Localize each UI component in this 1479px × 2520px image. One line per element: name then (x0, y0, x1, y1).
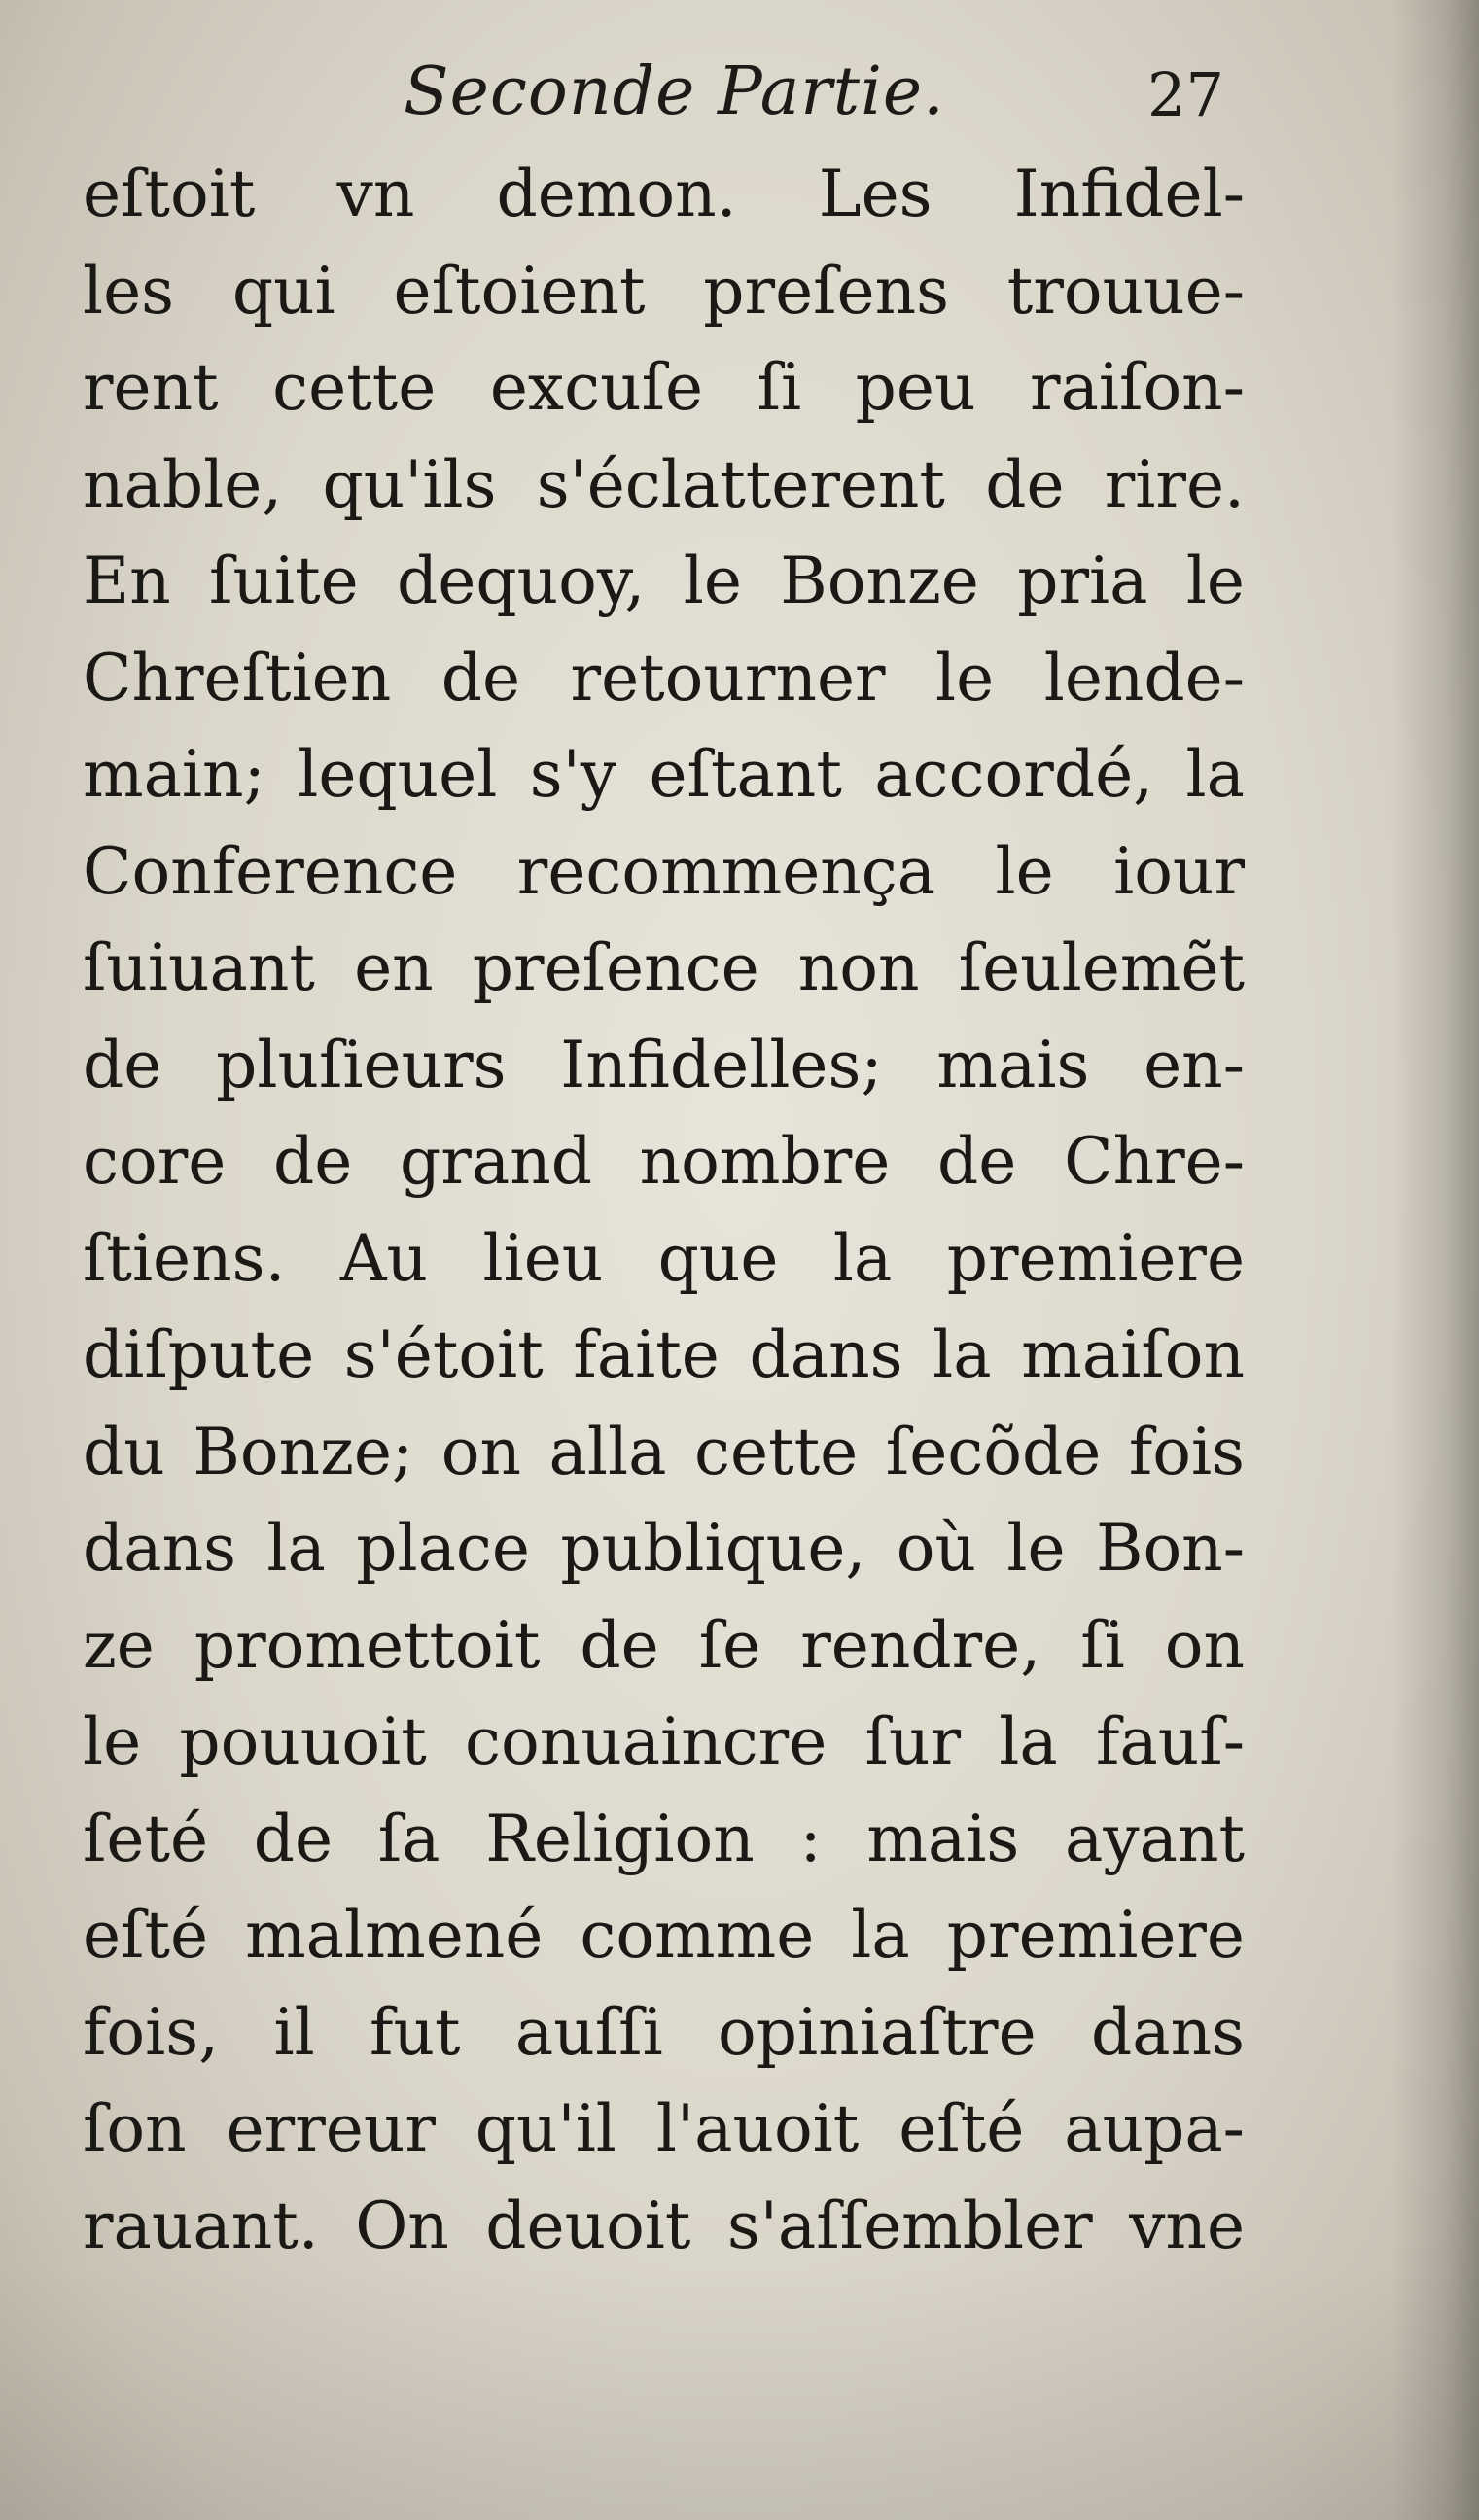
body-text (83, 146, 1245, 2274)
text-line: nable, qu'ils s'éclatterent de rire. (83, 446, 1245, 522)
page-number: 27 (1147, 59, 1224, 130)
text-line: le pouuoit conuaincre ſur la fauſ- (83, 1704, 1245, 1779)
text-line: Chreſtien de retourner le lende- (83, 640, 1245, 716)
text-line: les qui eſtoient preſens trouue- (83, 253, 1245, 329)
page-edge-shadow (1391, 0, 1479, 2520)
text-line: diſpute s'étoit faite dans la maiſon (83, 1317, 1245, 1392)
text-line: de pluſieurs Infidelles; mais en- (83, 1027, 1245, 1102)
text-line: eſtoit vn demon. Les Infidel- (83, 157, 1245, 231)
text-line: main; lequel s'y eſtant accordé, la (83, 737, 1245, 812)
text-line: eſté malmené comme la premiere (83, 1898, 1245, 1973)
text-line: ſuiuant en preſence non ſeulemẽt (83, 930, 1245, 1005)
text-line: rauant. On deuoit s'aſſembler vne (83, 2188, 1245, 2263)
running-head: Seconde Partie. (404, 53, 945, 130)
page-header (0, 53, 1479, 141)
text-line: Conference recommença le iour (83, 833, 1245, 909)
text-line: dans la place publique, où le Bon- (83, 1511, 1245, 1586)
text-line: ſeté de ſa Religion : mais ayant (83, 1801, 1245, 1876)
text-line: ſon erreur qu'il l'auoit eſté aupa- (83, 2091, 1245, 2166)
text-line: rent cette excuſe ſi peu raiſon- (83, 350, 1245, 425)
text-line: En ſuite dequoy, le Bonze pria le (83, 543, 1245, 618)
text-line: core de grand nombre de Chre- (83, 1124, 1245, 1199)
text-line: ſtiens. Au lieu que la premiere (83, 1220, 1245, 1296)
page-bottom-shadow (0, 2267, 1479, 2520)
text-line: du Bonze; on alla cette ſecõde fois (83, 1414, 1245, 1489)
text-line: ze promettoit de ſe rendre, ſi on (83, 1607, 1245, 1683)
text-line: fois, il fut auſſi opiniaſtre dans (83, 1994, 1245, 2070)
